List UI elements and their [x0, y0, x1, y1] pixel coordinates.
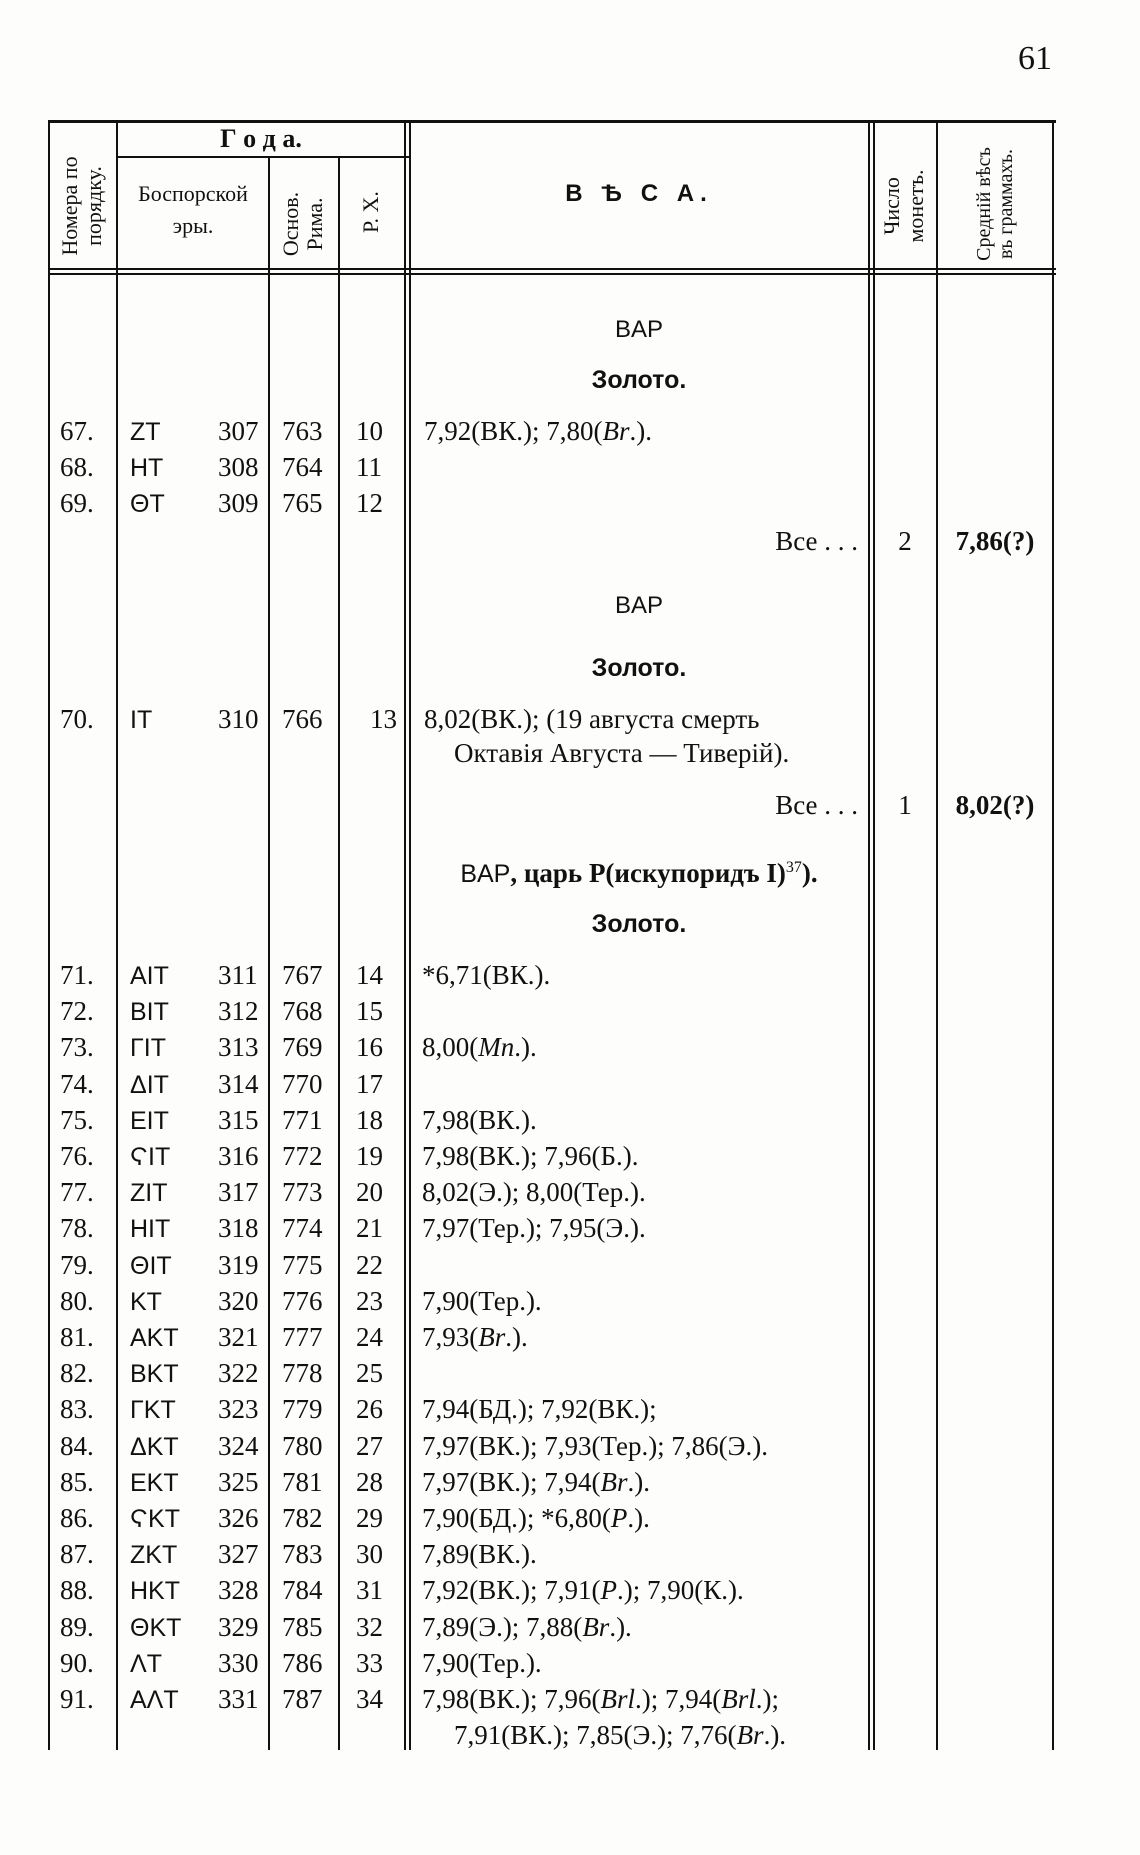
row-bospor-year: 330: [218, 1647, 259, 1678]
row-greek-year: ΔIT: [130, 1070, 169, 1099]
row-greek-year: ϚIT: [130, 1143, 171, 1171]
section-metal: Золото.: [591, 654, 687, 682]
row-greek-year: EKT: [130, 1468, 179, 1497]
header-ad: Р. Х.: [358, 191, 383, 233]
row-number: 77.: [60, 1177, 94, 1208]
row-rome-year: 780: [282, 1430, 323, 1461]
heading-end: ).: [801, 858, 818, 888]
row-greek-year: HIT: [130, 1215, 171, 1244]
row-greek-year: ZIT: [130, 1179, 168, 1208]
col-line-8: [873, 120, 875, 1750]
row-weights: 7,90(Тер.).: [422, 1647, 542, 1678]
row-bospor-year: 322: [218, 1358, 259, 1389]
row-bospor-year: 308: [218, 452, 259, 482]
row-rome-year: 767: [282, 960, 323, 990]
row-bospor-year: 309: [218, 488, 259, 518]
row-weights: 7,89(Э.); 7,88(Br.).: [422, 1611, 632, 1642]
section-metal: Золото.: [591, 910, 687, 938]
row-bospor-year: 319: [218, 1249, 259, 1280]
row-rome-year: 783: [282, 1539, 323, 1570]
row-ad-year: 30: [356, 1539, 383, 1570]
section-metal: Золото.: [591, 366, 687, 394]
row-number: 87.: [60, 1539, 94, 1570]
header-years-title: Г о д а.: [220, 124, 302, 153]
row-weights: 7,98(ВК.); 7,96(Brl.); 7,94(Brl.);: [422, 1684, 780, 1714]
row-number: 75.: [60, 1104, 94, 1135]
row-bospor-year: 328: [218, 1575, 259, 1606]
row-ad-year: 12: [356, 488, 383, 518]
row-bospor-year: 317: [218, 1177, 259, 1208]
row-greek-year: HKT: [130, 1577, 180, 1606]
row-weights: 8,02(Э.); 8,00(Тер.).: [422, 1177, 646, 1208]
row-ad-year: 23: [356, 1285, 383, 1316]
row-weights: 7,94(БД.); 7,92(ВК.);: [422, 1394, 657, 1425]
row-number: 70.: [60, 704, 94, 734]
col-line-2: [116, 120, 118, 1750]
row-number: 81.: [60, 1322, 94, 1352]
row-bospor-year: 313: [218, 1032, 259, 1063]
row-ad-year: 27: [356, 1430, 383, 1461]
row-greek-year: BKT: [130, 1360, 179, 1389]
row-number: 80.: [60, 1285, 94, 1316]
row-bospor-year: 312: [218, 996, 259, 1027]
row-greek-year: BIT: [130, 998, 169, 1027]
header-bottom-rule: [48, 268, 1056, 270]
row-greek-year: ΛT: [130, 1649, 162, 1678]
row-bospor-year: 324: [218, 1430, 259, 1461]
row-greek-year: EIT: [130, 1106, 169, 1135]
row-ad-year: 31: [356, 1575, 383, 1606]
header-rome: Основ. Рима.: [278, 191, 327, 257]
row-greek-year: ZKT: [130, 1541, 178, 1570]
row-weights: 7,89(ВК.).: [422, 1539, 537, 1570]
row-number: 73.: [60, 1032, 94, 1063]
row-ad-year: 18: [356, 1104, 383, 1135]
row-ad-year: 28: [356, 1466, 383, 1497]
footnote-ref: 37: [785, 859, 802, 876]
monogram: ΒΑΡ: [614, 592, 664, 619]
row-number: 69.: [60, 488, 94, 518]
row-rome-year: 778: [282, 1358, 323, 1389]
header-weights: В Ѣ С А.: [565, 180, 713, 207]
row-bospor-year: 307: [218, 416, 259, 446]
row-ad-year: 21: [356, 1213, 383, 1244]
row-rome-year: 775: [282, 1249, 323, 1280]
row-number: 74.: [60, 1068, 94, 1099]
row-number: 82.: [60, 1358, 94, 1389]
col-line-1: [48, 120, 50, 1750]
row-number: 71.: [60, 960, 94, 990]
row-greek-year: ΓIT: [130, 1034, 166, 1063]
row-ad-year: 20: [356, 1177, 383, 1208]
row-bospor-year: 311: [218, 960, 258, 990]
header-count: Число монетъ.: [879, 169, 928, 243]
row-greek-year: ΓKT: [130, 1396, 176, 1425]
row-rome-year: 771: [282, 1104, 323, 1135]
row-weights: 7,98(ВК.).: [422, 1104, 537, 1135]
row-greek-year: AΛT: [130, 1686, 179, 1714]
total-avg: 7,86(?): [955, 526, 1035, 556]
row-bospor-year: 315: [218, 1104, 259, 1135]
row-greek-year: ΘT: [130, 490, 165, 518]
row-rome-year: 777: [282, 1322, 323, 1352]
row-rome-year: 766: [282, 704, 323, 734]
row-bospor-year: 327: [218, 1539, 259, 1570]
row-rome-year: 773: [282, 1177, 323, 1208]
row-weights: 7,93(Br.).: [422, 1322, 528, 1352]
row-bospor-year: 310: [218, 704, 259, 734]
row-number: 89.: [60, 1611, 94, 1642]
row-greek-year: ZT: [130, 418, 161, 446]
table-top-rule: [48, 120, 1056, 123]
row-number: 79.: [60, 1249, 94, 1280]
row-rome-year: 787: [282, 1684, 323, 1714]
row-greek-year: AIT: [130, 962, 169, 990]
col-line-5: [404, 120, 406, 1750]
total-count: 2: [898, 526, 912, 556]
row-greek-year: KT: [130, 1287, 162, 1316]
row-ad-year: 22: [356, 1249, 383, 1280]
row-rome-year: 764: [282, 452, 323, 482]
years-rule: [118, 156, 410, 158]
row-greek-year: AKT: [130, 1324, 179, 1352]
heading-monogram: ΒΑΡ: [460, 860, 511, 888]
total-avg: 8,02(?): [955, 790, 1035, 820]
header-bottom-rule-2: [48, 273, 1056, 275]
row-weights-continued: 7,91(ВК.); 7,85(Э.); 7,76(Br.).: [454, 1720, 787, 1751]
row-bospor-year: 321: [218, 1322, 259, 1352]
row-number: 86.: [60, 1503, 94, 1533]
col-line-9: [936, 120, 938, 1750]
row-rome-year: 765: [282, 488, 323, 518]
row-weights: 7,92(ВК.); 7,80(Br.).: [424, 416, 652, 446]
total-count: 1: [898, 790, 912, 820]
heading-text: , царь Р(искупоридъ I): [510, 858, 786, 888]
row-rome-year: 769: [282, 1032, 323, 1063]
row-ad-year: 24: [356, 1322, 383, 1352]
row-ad-year: 11: [356, 452, 382, 482]
total-label: Все . . .: [775, 526, 858, 556]
row-bospor-year: 326: [218, 1503, 259, 1533]
row-number: 85.: [60, 1466, 94, 1497]
row-bospor-year: 325: [218, 1466, 259, 1497]
row-weights: 7,97(ВК.); 7,94(Br.).: [422, 1466, 650, 1497]
row-number: 67.: [60, 416, 94, 446]
row-rome-year: 763: [282, 416, 323, 446]
row-rome-year: 785: [282, 1611, 323, 1642]
row-greek-year: ϚKT: [130, 1505, 180, 1533]
monogram: ΒΑΡ: [614, 316, 664, 343]
row-ad-year: 32: [356, 1611, 383, 1642]
header-avg: Средній вѣсъ въ граммахъ.: [973, 147, 1017, 261]
row-greek-year: ΘIT: [130, 1251, 172, 1280]
row-ad-year: 10: [356, 416, 383, 446]
row-number: 91.: [60, 1684, 94, 1714]
row-weights: 7,92(ВК.); 7,91(P.); 7,90(К.).: [422, 1575, 744, 1606]
row-rome-year: 774: [282, 1213, 323, 1244]
row-ad-year: 19: [356, 1141, 383, 1171]
row-number: 68.: [60, 452, 94, 482]
row-weights: 7,98(ВК.); 7,96(Б.).: [422, 1141, 639, 1171]
row-rome-year: 776: [282, 1285, 323, 1316]
row-bospor-year: 314: [218, 1068, 259, 1099]
col-line-7: [868, 120, 870, 1750]
row-number: 83.: [60, 1394, 94, 1425]
row-weights: 8,00(Mn.).: [422, 1032, 537, 1063]
row-rome-year: 784: [282, 1575, 323, 1606]
row-bospor-year: 329: [218, 1611, 259, 1642]
row-weights: 7,97(Тер.); 7,95(Э.).: [422, 1213, 646, 1244]
row-ad-year: 25: [356, 1358, 383, 1389]
page-number: 61: [1018, 40, 1052, 77]
row-number: 88.: [60, 1575, 94, 1606]
row-number: 78.: [60, 1213, 94, 1244]
row-rome-year: 782: [282, 1503, 323, 1533]
row-ad-year: 34: [356, 1684, 383, 1714]
row-ad-year: 13: [370, 704, 397, 734]
total-label: Все . . .: [775, 790, 858, 820]
row-bospor-year: 331: [218, 1684, 259, 1714]
row-number: 90.: [60, 1647, 94, 1678]
row-ad-year: 17: [356, 1068, 383, 1099]
row-rome-year: 786: [282, 1647, 323, 1678]
row-ad-year: 15: [356, 996, 383, 1027]
row-rome-year: 772: [282, 1141, 323, 1171]
row-weights: 7,90(БД.); *6,80(P.).: [422, 1503, 650, 1533]
row-rome-year: 768: [282, 996, 323, 1027]
row-number: 84.: [60, 1430, 94, 1461]
row-weights: 7,90(Тер.).: [422, 1285, 542, 1316]
row-ad-year: 33: [356, 1647, 383, 1678]
row-weights-continued: Октавія Августа — Тиверій).: [454, 738, 790, 768]
col-line-3: [268, 158, 270, 1750]
row-bospor-year: 323: [218, 1394, 259, 1425]
col-line-10: [1052, 120, 1054, 1750]
row-bospor-year: 316: [218, 1141, 259, 1171]
header-number: Номера по порядку.: [57, 156, 106, 256]
header-bospor: Боспорской эры.: [138, 181, 248, 238]
row-rome-year: 779: [282, 1394, 323, 1425]
row-ad-year: 14: [356, 960, 383, 990]
row-bospor-year: 320: [218, 1285, 259, 1316]
row-rome-year: 770: [282, 1068, 323, 1099]
row-greek-year: IT: [130, 706, 153, 734]
section-heading: [410, 858, 868, 889]
row-rome-year: 781: [282, 1466, 323, 1497]
row-weights: *6,71(ВК.).: [422, 960, 551, 990]
row-ad-year: 26: [356, 1394, 383, 1425]
row-number: 72.: [60, 996, 94, 1027]
row-weights: 7,97(ВК.); 7,93(Тер.); 7,86(Э.).: [422, 1430, 768, 1461]
row-bospor-year: 318: [218, 1213, 259, 1244]
row-greek-year: ΔKT: [130, 1432, 179, 1461]
row-ad-year: 16: [356, 1032, 383, 1063]
row-greek-year: ΘKT: [130, 1613, 182, 1642]
row-greek-year: HT: [130, 454, 164, 482]
row-weights: 8,02(ВК.); (19 августа смерть: [424, 704, 760, 734]
row-number: 76.: [60, 1141, 94, 1171]
col-line-4: [338, 158, 340, 1750]
row-ad-year: 29: [356, 1503, 383, 1533]
